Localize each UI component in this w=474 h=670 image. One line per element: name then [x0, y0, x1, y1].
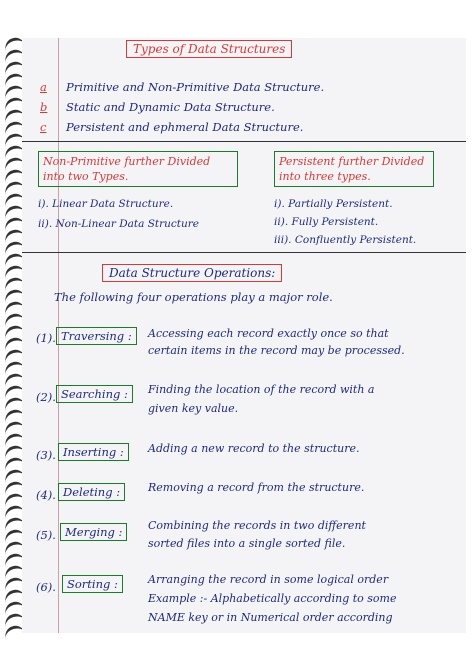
confluent-item: iii). Confluently Persistent.: [274, 234, 417, 246]
intro-text: The following four operations play a major role.: [54, 290, 333, 304]
op-number: (2).: [36, 390, 56, 404]
op-number: (3).: [36, 448, 56, 462]
op-name-inserting: Inserting :: [58, 443, 129, 461]
op-desc: Combining the records in two different: [148, 519, 366, 532]
partial-item: i). Partially Persistent.: [274, 198, 393, 210]
persistent-box: Persistent further Divided into three types.: [274, 151, 434, 187]
op-desc: given key value.: [148, 402, 239, 415]
section2-title: Data Structure Operations:: [102, 264, 282, 282]
op-desc: Adding a new record to the structure.: [148, 442, 360, 455]
fully-item: ii). Fully Persistent.: [274, 216, 379, 228]
op-name-sorting: Sorting :: [62, 575, 123, 593]
type-item: Primitive and Non-Primitive Data Structure.: [66, 80, 325, 94]
item-letter: a: [40, 80, 47, 94]
op-desc: certain items in the record may be processed.: [148, 344, 405, 357]
divider: [22, 252, 466, 253]
op-number: (4).: [36, 488, 56, 502]
op-name-merging: Merging :: [60, 523, 127, 541]
op-desc: Finding the location of the record with a: [148, 383, 375, 396]
op-desc: Example :- Alphabetically according to some: [148, 592, 397, 605]
op-name-traversing: Traversing :: [56, 327, 137, 345]
op-desc: sorted files into a single sorted file.: [148, 537, 346, 550]
divider: [22, 141, 466, 142]
type-item: Persistent and ephmeral Data Structure.: [66, 120, 304, 134]
op-desc: Arranging the record in some logical order: [148, 573, 389, 586]
nonlinear-item: ii). Non-Linear Data Structure: [38, 218, 200, 230]
op-name-searching: Searching :: [56, 385, 133, 403]
op-number: (5).: [36, 528, 56, 542]
op-desc: Accessing each record exactly once so that: [148, 327, 389, 340]
section1-title: Types of Data Structures: [126, 40, 292, 58]
op-number: (1).: [36, 331, 56, 345]
op-name-deleting: Deleting :: [58, 483, 125, 501]
item-letter: c: [40, 120, 47, 134]
type-item: Static and Dynamic Data Structure.: [66, 100, 275, 114]
linear-item: i). Linear Data Structure.: [38, 198, 174, 210]
op-number: (6).: [36, 580, 56, 594]
op-desc: Removing a record from the structure.: [148, 481, 365, 494]
op-desc: NAME key or in Numerical order according: [148, 611, 393, 624]
item-letter: b: [40, 100, 48, 114]
notebook-page: [22, 38, 466, 633]
non-primitive-box: Non-Primitive further Divided into two Types.: [38, 151, 238, 187]
